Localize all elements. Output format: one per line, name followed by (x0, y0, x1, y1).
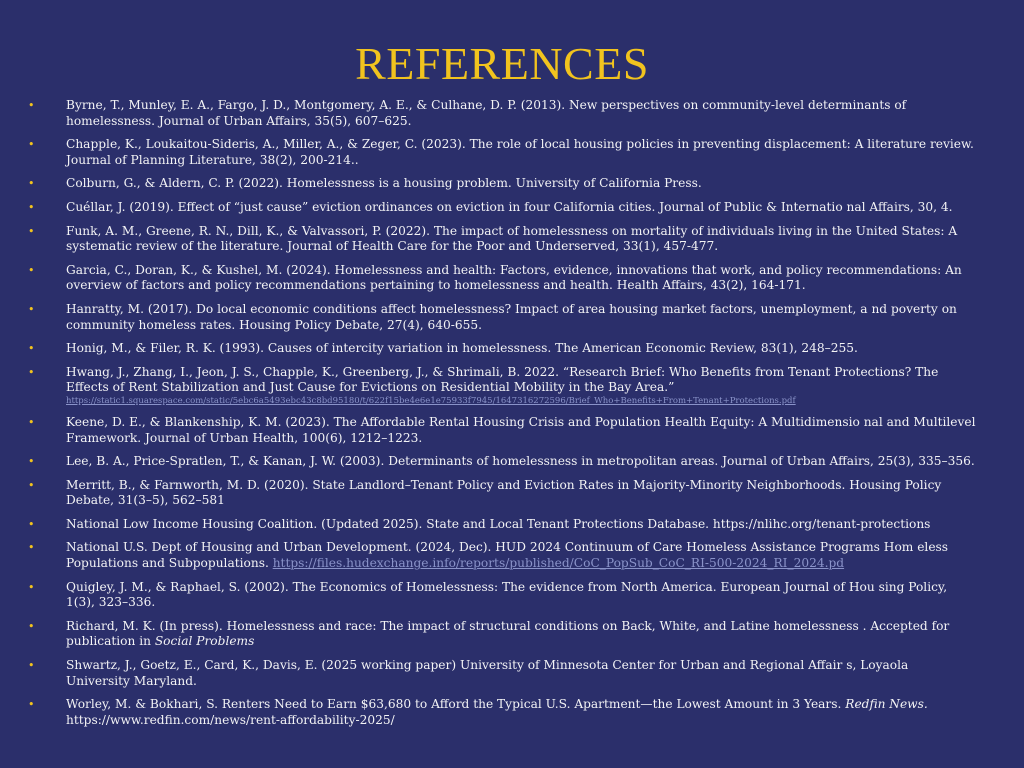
reference-text: Hanratty, M. (2017). Do local economic conditions affect homelessness? Impact of area housing market factors, unemployment, a nd poverty on community homeless rates. Housing Policy Debate, 27(4), 640-655. (66, 301, 957, 332)
reference-text: Byrne, T., Munley, E. A., Fargo, J. D., Montgomery, A. E., & Culhane, D. P. (2013). New perspectives on community-level determinants of homelessness. Journal of Urban Affairs, 35(5), 607–625. (66, 98, 907, 128)
list-item (28, 697, 976, 728)
reference-text: Lee, B. A., Price-Spratlen, T., & Kanan, J. W. (2003). Determinants of homelessness in metropolitan areas. Journal of Urban Affairs, 25(3), 335–356. (66, 454, 975, 469)
reference-text: Hwang, J., Zhang, I., Jeon, J. S., Chapple, K., Greenberg, J., & Shrimali, B. 2022. “Research Brief: Who Benefits from Tenant Protections? The Effects of Rent Stabilization and Just Cause for Evictions on Residential Mobility in the Bay Area.” (66, 364, 939, 395)
reference-text (66, 697, 928, 727)
reference-link[interactable]: https://static1.squarespace.com/static/5ebc6a5493ebc43c8bd95180/t/622f15be4e6e1e75933f7945/1647316272596/Brief_Who+Benefits+From+Tenant+Protections.pdf (66, 395, 796, 406)
list-item (28, 580, 976, 611)
bullet-icon: • (28, 415, 35, 429)
list-item (28, 658, 976, 689)
publication-title: Redfin News. (845, 697, 928, 712)
bullet-icon: • (28, 659, 35, 673)
list-item (28, 137, 976, 168)
list-item (28, 200, 976, 216)
list-item (28, 454, 976, 470)
reference-link[interactable]: https://files.hudexchange.info/reports/published/CoC_PopSub_CoC_RI-500-2024_RI_2024.pd (272, 556, 845, 571)
bullet-icon: • (28, 619, 35, 633)
bullet-icon: • (28, 365, 35, 379)
reference-text: Colburn, G., & Aldern, C. P. (2022). Homelessness is a housing problem. University of California Press. (66, 176, 702, 191)
reference-list (28, 98, 976, 736)
reference-text (66, 619, 949, 649)
list-item (28, 341, 976, 357)
reference-text: Shwartz, J., Goetz, E., Card, K., Davis, E. (2025 working paper) University of Minnesota Center for Urban and Regional Affair s, Loyaola University Maryland. (66, 658, 909, 688)
bullet-icon: • (28, 224, 35, 238)
list-item (28, 224, 976, 255)
list-item (28, 540, 976, 571)
list-item (28, 478, 976, 509)
reference-text: Merritt, B., & Farnworth, M. D. (2020). State Landlord–Tenant Policy and Eviction Rates in Majority-Minority Neighborhoods. Housing Policy Debate, 31(3–5), 562–581 (66, 477, 942, 508)
reference-text: Keene, D. E., & Blankenship, K. M. (2023). The Affordable Rental Housing Crisis and Population Health Equity: A Multidimensio nal and Multilevel Framework. Journal of Urban Health, 100(6), 1212–1223. (66, 414, 976, 445)
reference-text: Funk, A. M., Greene, R. N., Dill, K., & Valvassori, P. (2022). The impact of homelessness on mortality of individuals living in the United States: A systematic review of the literature. Journal of Health Care for the Poor and Underserved, 33(1), 457-477. (66, 223, 958, 254)
list-item (28, 302, 976, 333)
bullet-icon: • (28, 138, 35, 152)
reference-text: Cuéllar, J. (2019). Effect of “just cause” eviction ordinances on eviction in four California cities. Journal of Public & Internatio nal Affairs, 30, 4. (66, 199, 953, 214)
bullet-icon: • (28, 455, 35, 469)
reference-text: Honig, M., & Filer, R. K. (1993). Causes of intercity variation in homelessness. The American Economic Review, 83(1), 248–255. (66, 341, 858, 356)
list-item (28, 415, 976, 446)
bullet-icon: • (28, 177, 35, 191)
bullet-icon: • (28, 541, 35, 555)
bullet-icon: • (28, 698, 35, 712)
reference-text-lead: National U.S. Dept of Housing and Urban Development. (2024, Dec). HUD 2024 Continuum of Care Homeless Assistance Programs Hom eless Populations and Subpopulations. (66, 540, 949, 571)
list-item (28, 517, 976, 533)
reference-text: Chapple, K., Loukaitou-Sideris, A., Miller, A., & Zeger, C. (2023). The role of local housing policies in preventing displacement: A literature review. Journal of Planning Literature, 38(2), 200-214.. (66, 137, 974, 167)
list-item (28, 619, 976, 650)
bullet-icon: • (28, 263, 35, 277)
list-item (28, 98, 976, 129)
page-title: REFERENCES (355, 38, 649, 89)
reference-text-lead: Richard, M. K. (In press). Homelessness and race: The impact of structural conditions on Back, White, and Latine homelessness . Accepted for publication in (66, 618, 950, 649)
bullet-icon: • (28, 580, 35, 594)
reference-url-text: https://www.redfin.com/news/rent-affordability-2025/ (66, 712, 395, 727)
reference-text: Quigley, J. M., & Raphael, S. (2002). The Economics of Homelessness: The evidence from North America. European Journal of Hou sing Policy, 1(3), 323–336. (66, 579, 948, 610)
bullet-icon: • (28, 302, 35, 316)
bullet-icon: • (28, 200, 35, 214)
bullet-icon: • (28, 478, 35, 492)
list-item (28, 263, 976, 294)
journal-title: Social Problems (154, 634, 255, 649)
bullet-icon: • (28, 342, 35, 356)
bullet-icon: • (28, 517, 35, 531)
list-item (28, 176, 976, 192)
reference-text (66, 540, 948, 570)
bullet-icon: • (28, 99, 35, 112)
reference-text: National Low Income Housing Coalition. (Updated 2025). State and Local Tenant Protections Database. https://nlihc.org/tenant-protections (66, 516, 931, 531)
reference-text-lead: Worley, M. & Bokhari, S. Renters Need to Earn $63,680 to Afford the Typical U.S. Apartment—the Lowest Amount in 3 Years. (66, 697, 842, 712)
reference-text: Garcia, C., Doran, K., & Kushel, M. (2024). Homelessness and health: Factors, evidence, innovations that work, and policy recommendations: An overview of factors and policy recommendations pertaining to homelessness and health. Health Affairs, 43(2), 164-171. (66, 262, 962, 293)
list-item (28, 365, 976, 407)
